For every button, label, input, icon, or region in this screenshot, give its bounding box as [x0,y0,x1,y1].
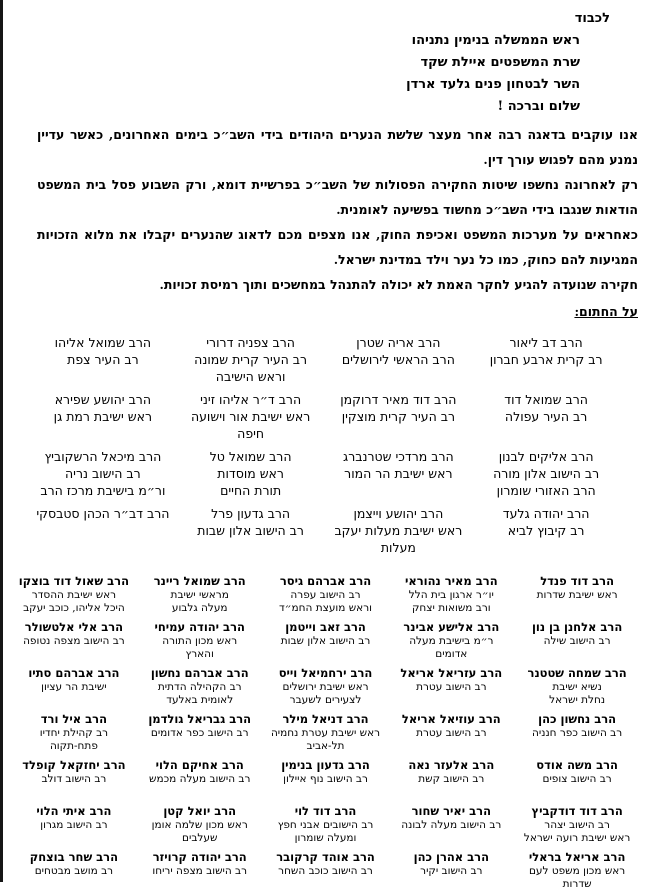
signature-cell [137,804,263,849]
signatory-title: לאומית באלעד [166,694,234,706]
signatory-name: הרב איל ורד [40,712,107,726]
signatory-name: הרב נחשון כהן [538,712,617,726]
signatory-title: נחלת ישראל [549,694,606,706]
signatory-title: ראש ישיבת שדרות [536,589,618,601]
signatory-title: אדומים [435,648,468,660]
signatory-title: רב הישוב מעלה לבונה [401,819,502,831]
signatory-title: נשיא ישיבת [552,681,602,693]
signatory-name: הרב אריה שטרן [356,335,441,350]
signatory-name: הרב שמואל ריינר [153,574,246,588]
signatory-name: הרב איתי הלוי [36,804,112,818]
signatory-name: הרב אריאל בראלי [528,850,626,864]
signatory-name: הרב גדעון בנימין [281,758,370,772]
signatory-title: הרב הראשי לירושלים [341,352,455,367]
signatory-title: רב הישוב מצפה נטופה [23,635,125,647]
signature-cell [263,712,389,757]
signatory-name: הרב אברהם גיסר [279,574,372,588]
recipient-security-minister: השר לבטחון פנים גלעד ארדן [406,77,580,92]
signatories-heading: על החתום: [574,304,638,319]
signatory-title: ראש מכון שלמה אומן [151,819,248,831]
signatory-name: הרב אלי אלטשולר [24,620,124,634]
signatory-name: הרב מיכאל הרשקוביץ [44,449,162,464]
signatory-title: ראש ישיבת רועה ישראל [523,832,631,844]
signatory-title: רב הישוב צופים [542,773,612,785]
letter-header [3,0,650,118]
signature-cell [11,574,137,619]
letter-body [3,118,650,324]
signatory-title: רב הישוב כוכב השחר [278,865,373,877]
signatory-title: רב הישוב מצפה יריחו [152,865,248,877]
signatory-title: ראש ישיבת רמת גן [53,409,153,424]
signatory-name: הרב מרדכי שטרנברג [343,449,454,464]
signatory-name: הרב שמחה שטטנר [527,666,627,680]
signatory-title: רב העיר קרית שמונה [194,352,308,367]
signature-cell [263,758,389,803]
signatory-title: רב הישוב נריה [65,466,141,481]
signatory-name: הרב אלישע אבינר [403,620,500,634]
signatory-title: ראש מוסדות [217,466,284,481]
signatory-title: ר״מ בישיבת מעלה [409,635,494,647]
signature-row [11,804,640,849]
signatory-name: הרב שאול דוד בוצקו [18,574,129,588]
signature-cell [263,850,389,895]
signatory-name: הרב דוד מאיר דרוקמן [340,392,457,407]
signatory-title: רב הישוב שילה [543,635,611,647]
signatory-title: ור״מ בישיבת מרכז הרב [40,483,166,498]
signatory-title: רב הישוב נוף איילון [283,773,368,785]
signature-row [11,666,640,711]
signature-cell [263,804,389,849]
salutation: לכבוד [574,11,610,26]
signatory-title: ראש מכון משפט לעם [528,865,626,877]
signatory-title: וראש הישיבה [215,369,286,384]
signatory-name: הרב זאב וייטמן [285,620,366,634]
signatory-title: רב קרית ארבע חברון [489,352,603,367]
signatory-title: הרב האזורי שומרון [496,483,596,498]
signatory-title: ראש מכון התורה [162,635,238,647]
signature-row [11,620,640,665]
signature-cell [514,712,640,757]
signatory-title: ורב משואות יצחק [411,602,491,614]
greeting: שלום וברכה ! [497,99,580,114]
signatory-name: הרב שמואל דוד [504,392,588,407]
signatory-title: ראש ישיבת אור וישועה [190,409,311,424]
signature-cell [388,758,514,803]
signatory-title: רב הקהילה הדתית [157,681,242,693]
signatory-name: הרב אלעזר נאה [408,758,495,772]
signature-cell [388,666,514,711]
signatory-title: רב הישוב עטרת [416,727,487,739]
signatory-name: הרב עזריאל אריאל [400,666,503,680]
signatory-name: הרב יחזקאל קופלד [22,758,126,772]
signature-cell [11,666,137,711]
signatory-title: פתח-תקוה [49,740,98,752]
signatory-title: ומעלה שומרון [294,832,357,844]
signature-cell [137,758,263,803]
signatory-name: הרב ירחמיאל וייס [278,666,373,680]
signature-cell [263,574,389,619]
signature-cell [325,391,473,446]
signatory-title: יו״ר ארגון בית הלל [408,589,494,601]
signature-cell [325,505,473,560]
signature-cell [514,666,640,711]
signature-cell [11,620,137,665]
signature-cell [137,574,263,619]
signature-row [29,505,620,560]
signature-cell [177,334,325,389]
signature-cell [29,391,177,446]
signature-cell [325,448,473,503]
signatory-title: מעלות [380,540,416,555]
signature-cell [388,620,514,665]
signatory-title: והארץ [185,648,214,660]
signatory-name: הרב גבריאל גולדמן [148,712,252,726]
signatory-name: הרב ד״ר אליהו זיני [200,392,302,407]
signatory-title: ראש ישיבת עטרת נחמיה [270,727,381,739]
signatory-title: חיפה [237,426,265,441]
signature-cell [514,850,640,895]
signatory-title: תורת החיים [220,483,282,498]
signatory-title: רב הישוב מעלה מכמש [149,773,251,785]
signature-cell [11,712,137,757]
signatory-name: הרב שחר בוצחק [29,850,119,864]
signatory-title: רב הישוב אלון שבות [197,523,304,538]
signatory-name: הרב יהושע וייצמן [353,506,444,521]
signatory-name: הרב יאיר שחור [411,804,491,818]
recipient-justice-minister: שרת המשפטים איילת שקד [420,55,580,70]
signatory-title: רב קיבוץ לביא [507,523,585,538]
signature-cell [177,391,325,446]
signatory-title: ראש ישיבת הר המור [344,466,453,481]
signature-cell [29,505,177,560]
signature-row [29,448,620,503]
signature-cell [177,505,325,560]
signatory-name: הרב אחיקם הלוי [155,758,244,772]
signature-cell [514,620,640,665]
signatory-title: רב הישוב כפר חנניה [532,727,623,739]
signature-cell [388,574,514,619]
signatures-additional-rabbis [3,574,650,895]
signatory-name: הרב יהודה גלעד [502,506,590,521]
signature-cell [137,850,263,895]
signature-cell [514,804,640,849]
signatory-title: ישיבת הר עציון [41,681,107,693]
signatory-title: רב הישוב מגרון [40,819,108,831]
signatory-title: שדרות [562,878,592,890]
signatory-name: הרב עוזיאל אריאל [401,712,501,726]
signatory-title: רב הישוב אלון מורה [493,466,600,481]
signatory-title: רב הישוב עטרת [416,681,487,693]
signatory-name: הרב שמואל טל [209,449,292,464]
recipient-prime-minister: ראש הממשלה בנימין נתניהו [411,33,580,48]
signatory-title: היכל אליהו, כוכב יעקב [23,602,125,614]
signatory-name: הרב גדעון פרל [211,506,291,521]
paragraph-expectation: כאחראים על מערכות המשפט ואכיפת החוק, אנו מצפים מכם לדאוג שהנערים יקבלו את מלוא הזכויות המגיעות להם כחוק, כמו כל נער וילד במדינת ישראל. [37,227,638,267]
signature-cell [263,620,389,665]
signature-row [11,574,640,619]
signatory-title: רב הישוב יצהר [544,819,610,831]
signature-cell [388,804,514,849]
signature-row [11,712,640,757]
signatory-title: ראש ישיבת ההסדר [31,589,117,601]
signatory-name: הרב אלחנן בן נון [531,620,623,634]
signatory-name: הרב דניאל מילר [282,712,369,726]
signature-row [29,391,620,446]
paragraph-emphasis: חקירה שנועדה להגיע לחקר האמת לא יכולה להתנהל במחשכים ותוך רמיסת זכויות. [159,277,638,292]
signatory-title: רב קהילת יחדיו [39,727,109,739]
signature-cell [263,666,389,711]
signature-cell [137,666,263,711]
signature-row [29,334,620,389]
signature-cell [29,448,177,503]
signatory-name: הרב דב״ר הכהן סטבסקי [36,506,170,521]
signatory-title: רב הישוב אלון שבות [280,635,371,647]
signatory-title: לצעירים לשעבר [289,694,362,706]
signature-row [11,850,640,895]
signatory-title: רב הישוב יקיר [420,865,483,877]
signatory-title: ראש ישיבת מעלות יעקב [334,523,463,538]
signatory-name: הרב שמואל אליהו [54,335,152,350]
signatory-name: הרב משה אודס [536,758,618,772]
signature-cell [472,391,620,446]
signatory-title: מראשי ישיבת [170,589,229,601]
signatory-title: רב מושב מבטחים [34,865,114,877]
signatory-name: הרב יהודה עמיחי [154,620,245,634]
signature-cell [29,334,177,389]
signatory-title: רב העיר קרית מוצקין [341,409,456,424]
signatory-name: הרב יהושע שפירא [54,392,152,407]
signatory-title: רב הישוב כפר אדומים [150,727,249,739]
signatory-title: רב הישוב עפרה [290,589,361,601]
signature-cell [388,850,514,895]
signatory-title: רב העיר עפולה [504,409,588,424]
signature-cell [472,334,620,389]
signatory-name: הרב דוד דודקביץ [531,804,623,818]
signatory-name: הרב דוד פנדל [540,574,614,588]
signatory-name: הרב מאיר נהוראי [405,574,498,588]
signatory-name: הרב יהודה קרויזר [152,850,247,864]
signatory-name: הרב אהרן כהן [413,850,489,864]
signatory-title: רב הישוב קשת [418,773,485,785]
signature-cell [11,758,137,803]
signature-cell [137,712,263,757]
signatory-title: תל-אביב [306,740,345,752]
signature-cell [177,448,325,503]
signatory-name: הרב אוהד קרקובר [276,850,375,864]
signature-cell [514,758,640,803]
signature-cell [472,448,620,503]
signatory-name: הרב דב ליאור [509,335,583,350]
signatory-title: ראש ישיבת ירושלים [282,681,369,693]
signature-cell [11,804,137,849]
signatory-name: הרב צפניה דרורי [206,335,295,350]
signatory-title: רב העיר צפת [67,352,139,367]
signature-row [11,758,640,803]
paragraph-interrogation-methods: רק לאחרונה נחשפו שיטות החקירה הפסולות של השב״כ בפרשיית דומא, ורק השבוע פסל בית המשפט הודאות שנגבו בידי השב״כ מחשוד בפשיעה לאומנית. [37,177,638,217]
signature-cell [472,505,620,560]
signatory-title: רב הישוב דולב [41,773,107,785]
signatory-title: שעלבים [182,832,218,844]
signature-cell [514,574,640,619]
signatory-name: הרב אליקים לבנון [498,449,594,464]
signature-cell [388,712,514,757]
signatory-name: הרב יואל קטן [163,804,237,818]
signatures-senior-rabbis [3,334,650,560]
signature-cell [137,620,263,665]
signatory-name: הרב דוד לוי [294,804,357,818]
signature-cell [325,334,473,389]
signatory-title: רב הישובים אבני חפץ [277,819,374,831]
paragraph-detention: אנו עוקבים בדאגה רבה אחר מעצר שלשת הנערים היהודים בידי השב״כ בימים האחרונים, כאשר עדיין נמנע מהם לפגוש עורך דין. [37,127,638,167]
signatory-title: וראש מועצת החמ״ד [279,602,372,614]
signature-cell [11,850,137,895]
signatory-title: מעלה גלבוע [171,602,228,614]
signatory-name: הרב אברהם נחשון [150,666,249,680]
signatory-name: הרב אברהם סתיו [28,666,120,680]
